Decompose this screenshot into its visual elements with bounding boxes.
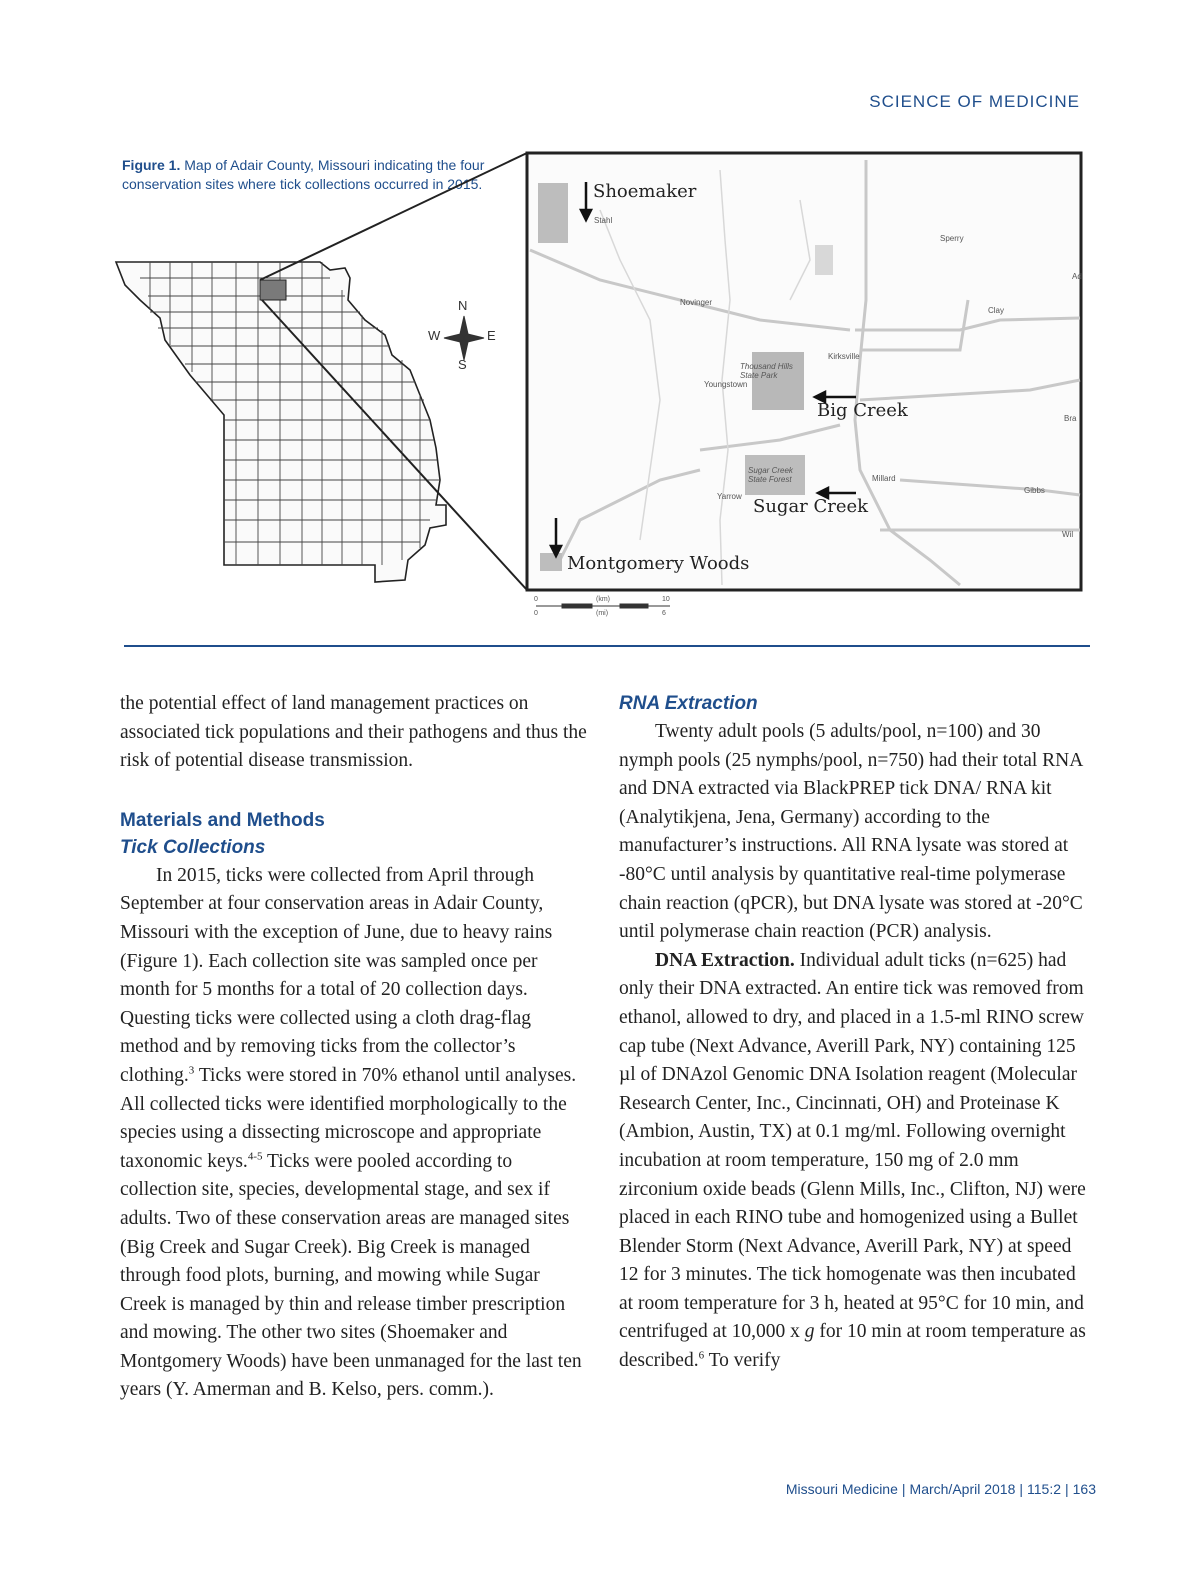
scale-bottom-left: 0 [534,610,538,617]
subsection-heading-tick-collections: Tick Collections [120,836,266,858]
place-gibbs: Gibbs [1024,486,1045,495]
place-bra: Bra [1064,414,1077,423]
intro-paragraph: the potential effect of land management practices on associated tick populations and their pathogens and thus the risk of potential disease transmission. [120,693,587,772]
footer-page: 163 [1072,1481,1096,1497]
place-yarrow: Yarrow [717,492,742,501]
place-kirksville: Kirksville [828,352,860,361]
page-footer: Missouri Medicine | March/April 2018 | 115:2 | 163 [785,1481,1096,1497]
site-label-sugar-creek: Sugar Creek [753,496,869,517]
figure-map [0,0,1200,640]
footer-journal: Missouri Medicine [785,1481,898,1497]
place-thousand-hills: Thousand Hills State Park [740,362,793,380]
site-label-big-creek: Big Creek [817,400,908,421]
section-heading: Materials and Methods [120,809,325,831]
place-sugar-creek-forest: Sugar Creek State Forest [748,466,793,484]
figure-caption-label: Figure 1. [122,157,181,173]
place-wil: Wil [1062,530,1074,539]
figure-caption-text: Map of Adair County, Missouri indicating the four conservation sites where tick collections occurred in 2015. [122,157,485,192]
right-column [619,690,1089,1376]
section-divider [124,645,1090,647]
tick-collections-paragraph [120,862,590,1405]
place-sperry: Sperry [940,234,964,243]
adair-county-highlight [260,280,286,300]
thousand-hills-area [752,352,804,410]
italic-g: g [804,1321,815,1343]
text-run: Individual adult ticks (n=625) had only their DNA extracted. An entire tick was removed from ethanol, allowed to dry, and placed in a 1.5-ml RINO screw cap tube (Next Advance, Averill Park, NY) containing 125 µl of DNAzol Genomic DNA Isolation reagent (Molecular Research Center, Inc., Cincinnati, OH) and Proteinase K (Ambion, Austin, TX) at 0.1 mg/ml. Following overnight incubation at room temperature, 150 mg of 2.0 mm zirconium oxide beads (Glenn Mills, Inc., Clifton, NJ) were placed in each RINO tube and homogenized using a Bullet Blender Storm (Next Advance, Averill Park, NY) at speed 12 for 3 minutes. The tick homogenate was then incubated at room temperature for 3 h, heated at 95°C for 10 min, and centrifuged at 10,000 x [619,949,1086,1343]
dna-extraction-paragraph [619,947,1089,1376]
place-millard: Millard [872,474,896,483]
montgomery-area [540,553,562,571]
site-label-shoemaker: Shoemaker [593,181,697,202]
text-run: for 10 min at room temperature as described. [619,1321,1086,1372]
rna-extraction-paragraph: Twenty adult pools (5 adults/pool, n=100) and 30 nymph pools (25 nymphs/pool, n=750) had their total RNA and DNA extracted via BlackPREP tick DNA/ RNA kit (Analytikjena, Jena, Germany) according to the manufacturer’s instructions. All RNA lysate was stored at -80°C until analysis by quantitative real-time polymerase chain reaction (qPCR), but DNA lysate was stored at -20°C until polymerase chain reaction (PCR) analysis. [619,721,1083,943]
subsection-heading-rna-extraction: RNA Extraction [619,693,758,714]
footer-issue: March/April 2018 [909,1481,1016,1497]
text-run: To verify [704,1350,781,1372]
scale-top-mid: (km) [596,596,610,603]
missouri-outline [116,262,446,582]
compass-rose [444,316,484,360]
scale-top-left: 0 [534,596,538,603]
scale-bottom-mid: (mi) [596,610,609,617]
water-body [815,245,833,275]
map-graphic [0,0,1200,640]
citation: 3 [188,1064,195,1077]
place-novinger: Novinger [680,298,713,307]
shoemaker-area [538,183,568,243]
place-stahl: Stahl [594,216,613,225]
compass-e: E [487,328,496,343]
scale-top-right: 10 [662,596,670,603]
running-header: SCIENCE OF MEDICINE [869,92,1080,111]
scale-bottom-right: 6 [662,610,666,617]
run-in-heading: DNA Extraction. [655,949,795,971]
text-run: In 2015, ticks were collected from April through September at four conservation areas in Adair County, Missouri with the exception of June, due to heavy rains (Figure 1). Each collection site was sampled once per month for 5 months for a total of 20 collection days. Questing ticks were collected using a cloth drag-flag method and by removing ticks from the collector’s clothing. [120,864,553,1086]
left-column [120,690,590,1405]
scale-bar [536,604,670,608]
text-run: Ticks were stored in 70% ethanol until analyses. All collected ticks were identified morphologically to the species using a dissecting microscope and appropriate taxonomic keys. [120,1064,577,1172]
compass-s: S [458,357,467,372]
compass-w: W [428,328,441,343]
footer-volume: 115:2 [1027,1481,1061,1497]
citation: 6 [698,1349,705,1362]
place-youngstown: Youngstown [704,380,748,389]
text-run: Ticks were pooled according to collection site, species, developmental stage, and sex if adults. Two of these conservation areas are managed sites (Big Creek and Sugar Creek). Big Creek is managed through food plots, burning, and mowing while Sugar Creek is managed by thin and release timber prescription and mowing. The other two sites (Shoemaker and Montgomery Woods) have been unmanaged for the last ten years (Y. Amerman and B. Kelso, pers. comm.). [120,1150,582,1401]
compass-n: N [458,298,468,313]
place-ad: Ad [1072,272,1082,281]
place-clay: Clay [988,306,1005,315]
site-label-montgomery-woods: Montgomery Woods [567,553,750,574]
citation: 4-5 [247,1150,263,1163]
